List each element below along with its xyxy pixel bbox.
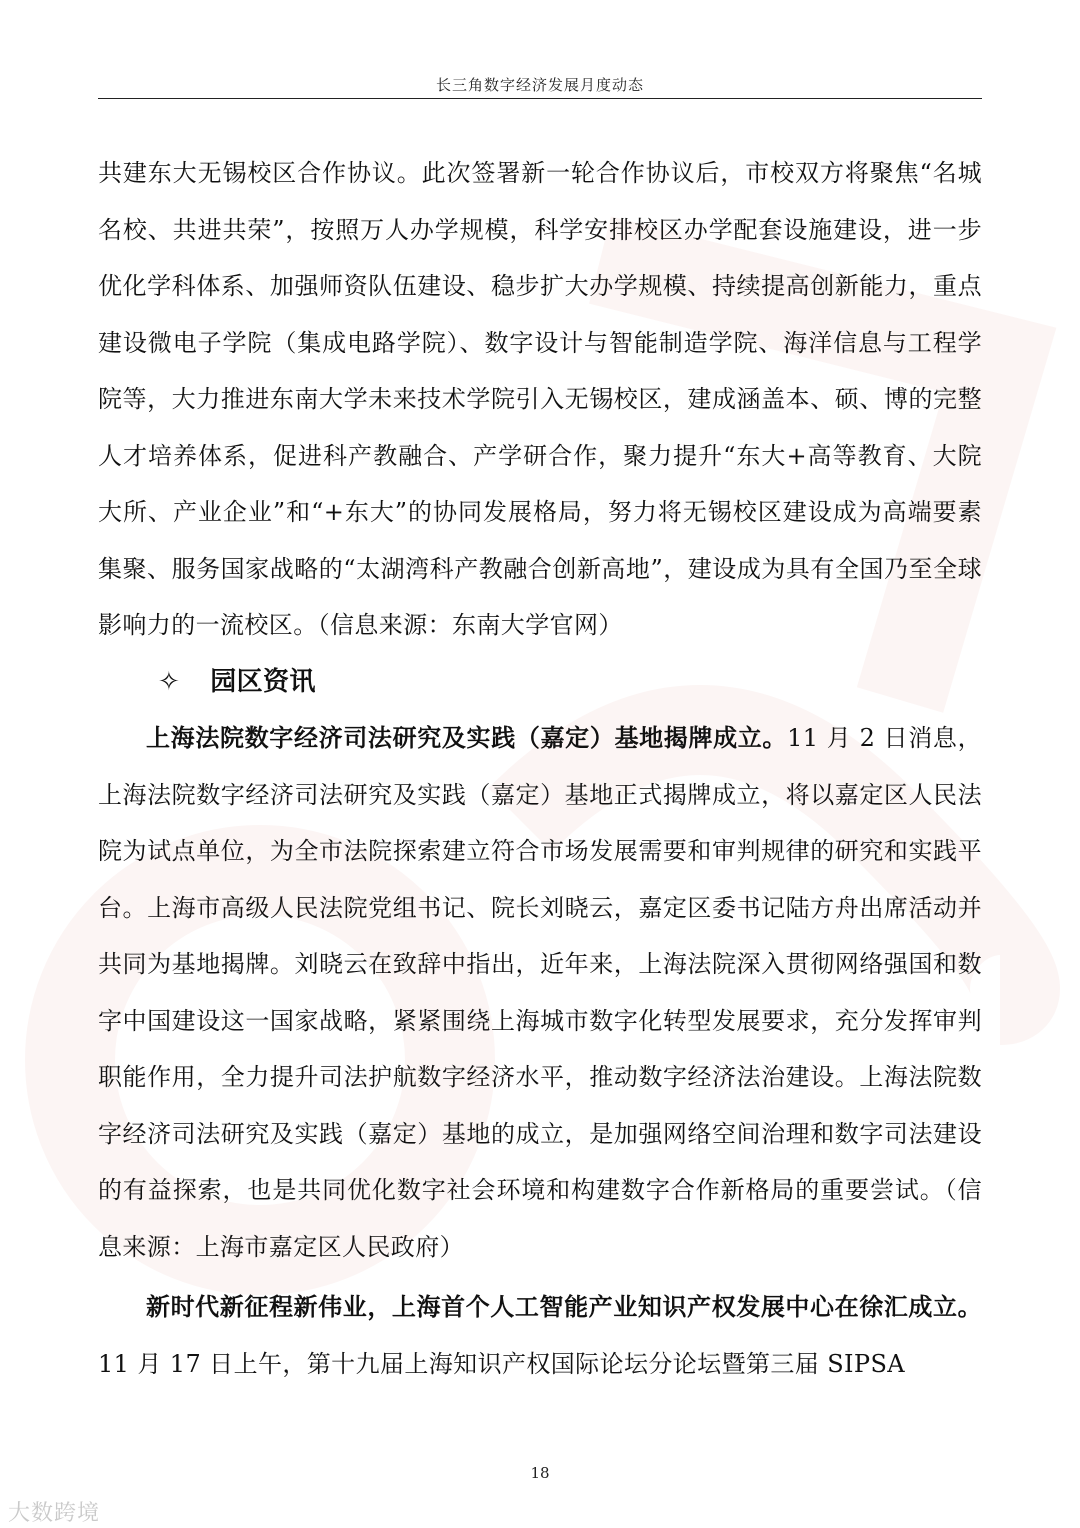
news-body: 11 月 2 日消息，上海法院数字经济司法研究及实践（嘉定）基地正式揭牌成立，将以嘉定区人民法院为试点单位，为全市法院探索建立符合市场发展需要和审判规律的研究和实践平台。上海市高级人民法院党组书记、院长刘晓云，嘉定区委书记陆方舟出席活动并共同为基地揭牌。刘晓云在致辞中指出，近年来，上海法院深入贯彻网络强国和数字中国建设这一国家战略，紧紧围绕上海城市数字化转型发展要求，充分发挥审判职能作用，全力提升司法护航数字经济水平，推动数字经济法治建设。上海法院数字经济司法研究及实践（嘉定）基地的成立，是加强网络空间治理和数字司法建设的有益探索，也是共同优化数字社会环境和构建数字合作新格局的重要尝试。（信息来源：上海市嘉定区人民政府） [98,724,982,1261]
document-body [98,145,982,1392]
news-body: 11 月 17 日上午，第十九届上海知识产权国际论坛分论坛暨第三届 SIPSA [98,1349,906,1378]
header-divider [98,98,982,99]
news-item [98,1279,982,1392]
source-watermark: 大数跨境 [8,1501,101,1526]
news-headline: 新时代新征程新伟业，上海首个人工智能产业知识产权发展中心在徐汇成立。 [146,1292,982,1321]
news-item [98,710,982,1275]
section-title: 园区资讯 [210,666,316,697]
page-header-title: 长三角数字经济发展月度动态 [435,76,644,94]
news-headline: 上海法院数字经济司法研究及实践（嘉定）基地揭牌成立。 [146,723,788,752]
paragraph-continuation: 共建东大无锡校区合作协议。此次签署新一轮合作协议后，市校双方将聚焦“名城名校、共进共荣”，按照万人办学规模，科学安排校区办学配套设施建设，进一步优化学科体系、加强师资队伍建设、稳步扩大办学规模、持续提高创新能力，重点建设微电子学院（集成电路学院）、数字设计与智能制造学院、海洋信息与工程学院等，大力推进东南大学未来技术学院引入无锡校区，建成涵盖本、硕、博的完整人才培养体系，促进科产教融合、产学研合作，聚力提升“东大+高等教育、大院大所、产业企业”和“+东大”的协同发展格局，努力将无锡校区建设成为高端要素集聚、服务国家战略的“太湖湾科产教融合创新高地”，建设成为具有全国乃至全球影响力的一流校区。（信息来源：东南大学官网） [98,159,982,639]
diamond-bullet-icon: ✧ [158,666,181,697]
section-heading [98,654,982,711]
page-number: 18 [530,1464,550,1482]
